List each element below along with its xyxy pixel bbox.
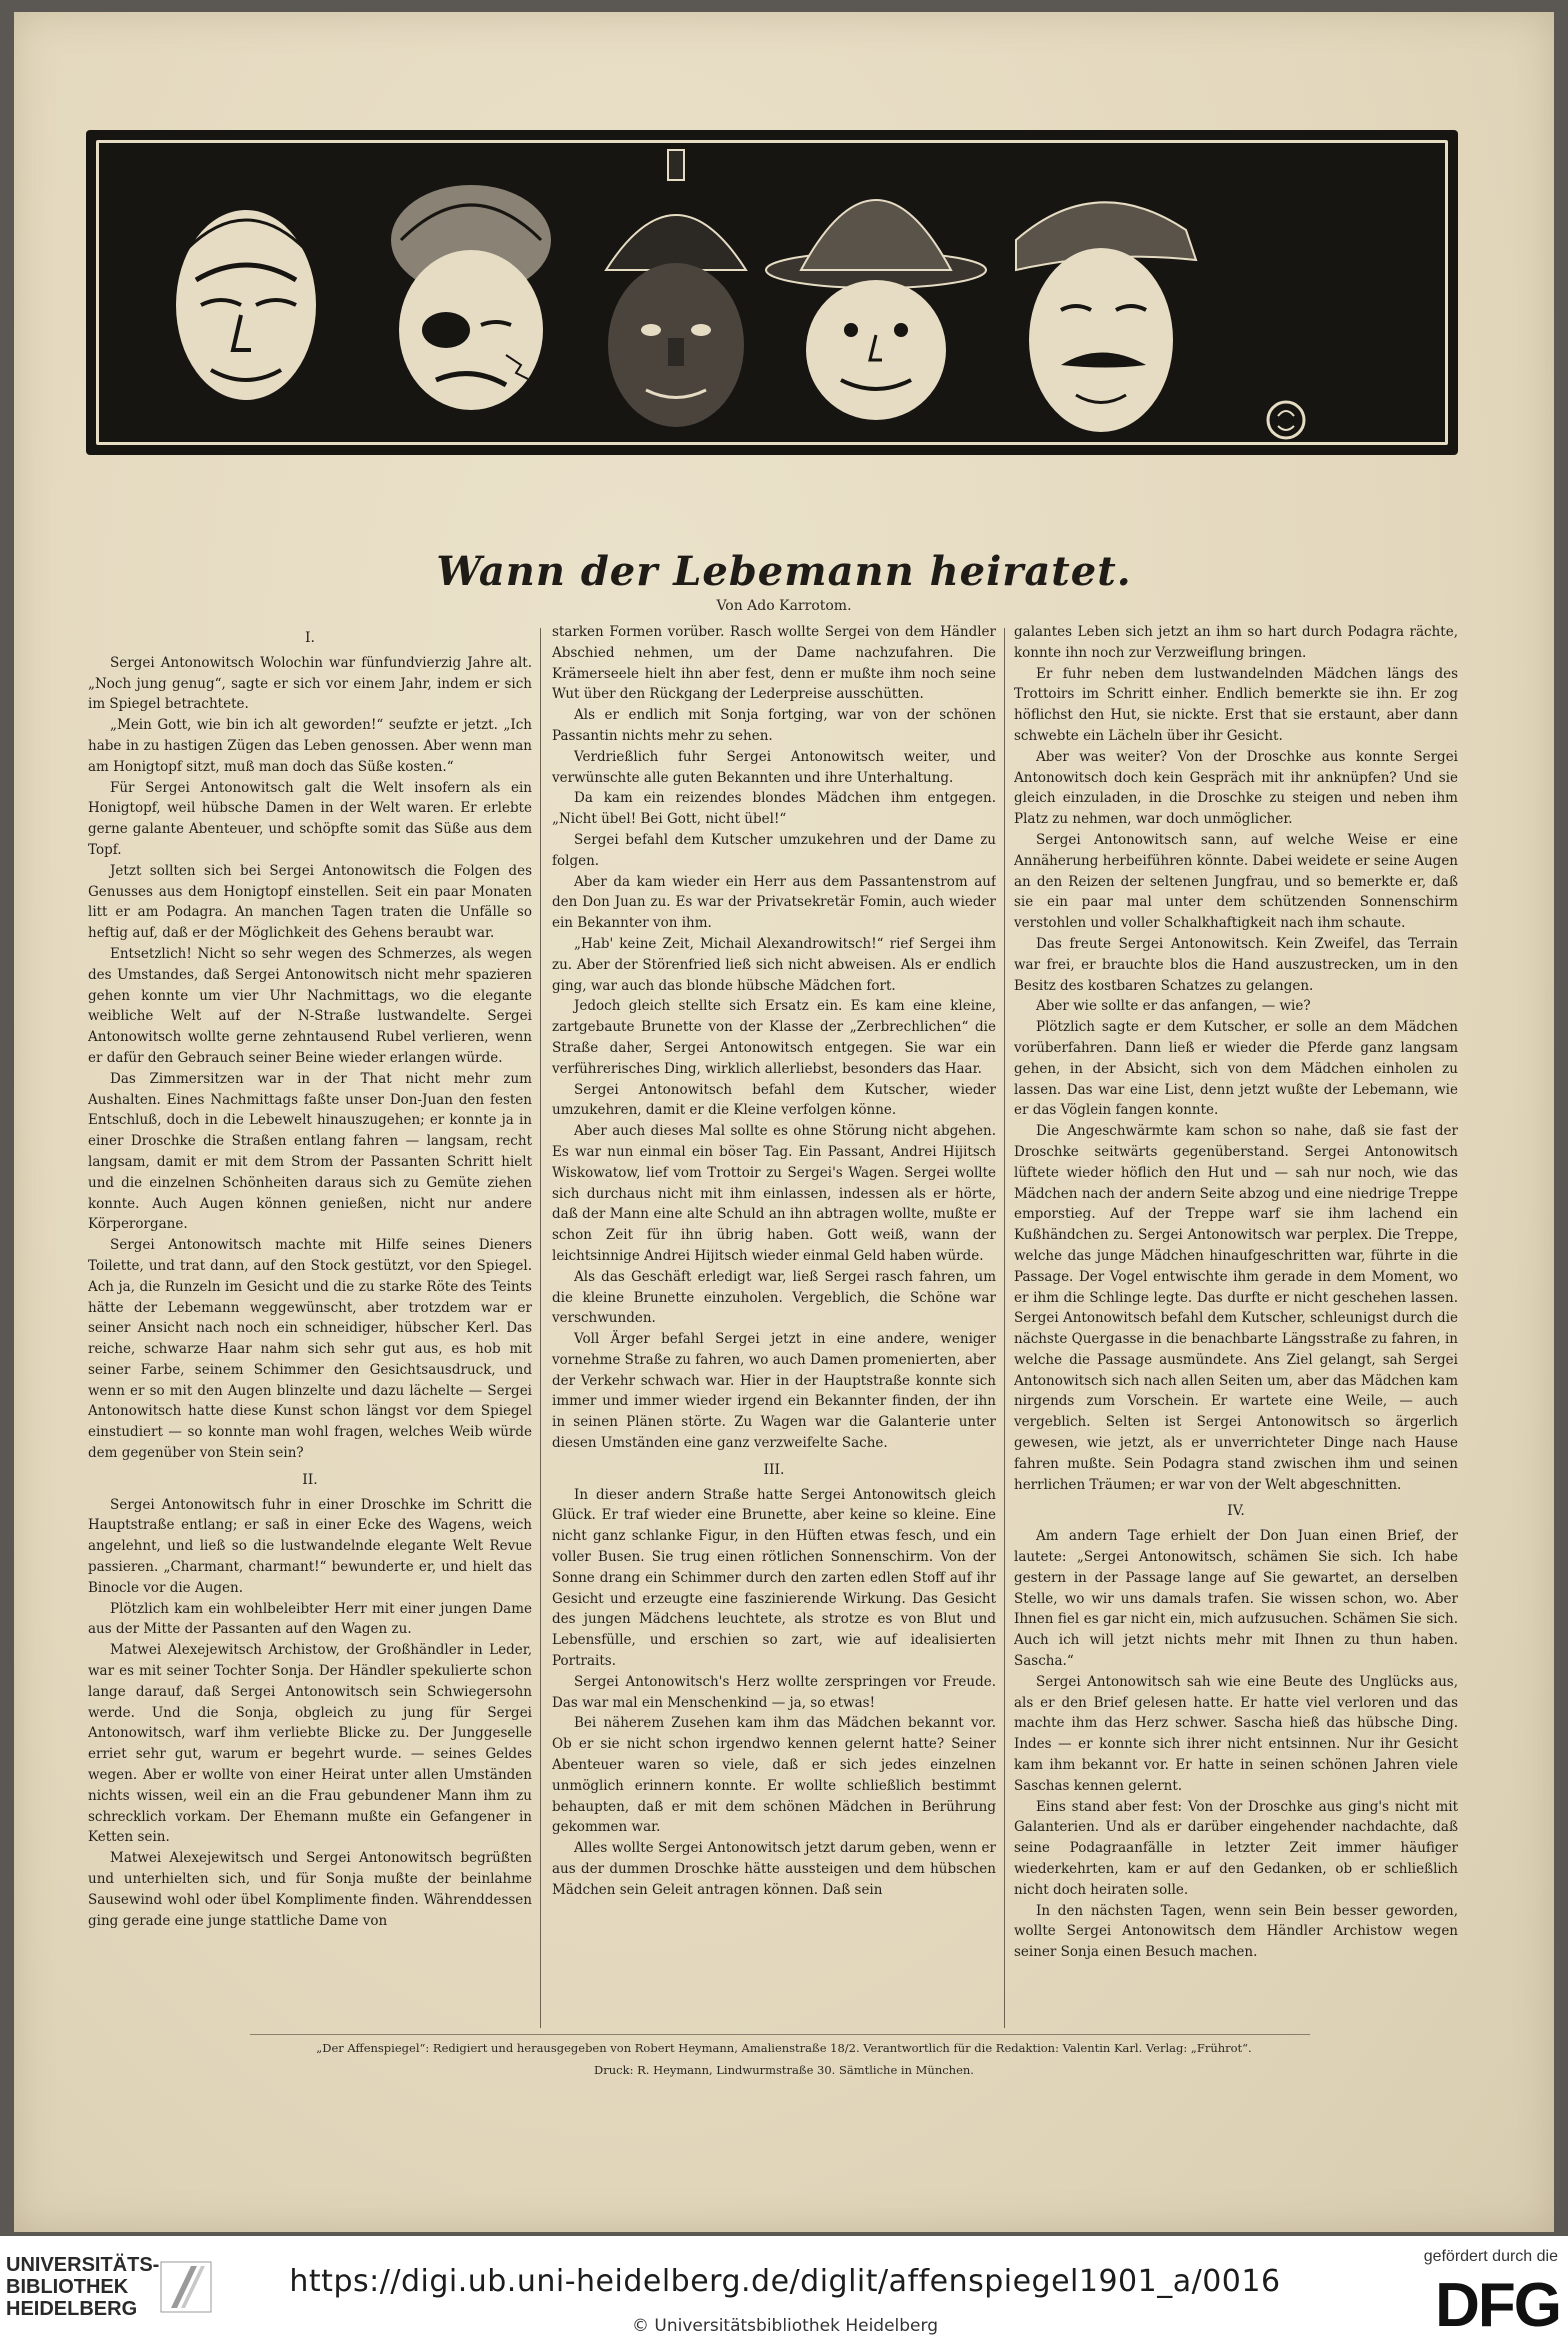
- paragraph: Er fuhr neben dem lustwandelnden Mädchen längs des Trottoirs im Schritt einher. Endlich bemerkte sie ihn. Er zog höflichst den Hut, sie nickte. Erst that sie erstaunt, aber dann schwebte ein Lächeln über ihr Gesicht.: [1014, 665, 1458, 744]
- article-byline: Von Ado Karrotom.: [716, 598, 852, 614]
- paragraph: Sergei Antonowitsch sann, auf welche Weise er eine Annäherung herbeiführen könnte. Dabei weidete er seine Augen an den Reizen der seltenen Jungfrau, und so bemerkte er, daß sie ein paar mal unter dem schützenden Sonnenschirm verstohlen und voller Schalkhaftigkeit nach ihm schaute.: [1014, 831, 1458, 932]
- paragraph: Für Sergei Antonowitsch galt die Welt insofern als ein Honigtopf, weil hübsche Damen in der Welt waren. Er erlebte gerne galante Abenteuer, und schöpfte somit das Süße aus dem Topf.: [88, 779, 532, 858]
- library-logo-text[interactable]: [6, 2254, 159, 2320]
- paragraph: Plötzlich kam ein wohlbeleibter Herr mit einer jungen Dame aus der Mitte der Passanten auf den Wagen zu.: [88, 1600, 532, 1638]
- paragraph: In den nächsten Tagen, wenn sein Bein besser geworden, wollte Sergei Antonowitsch dem Händler Archistow wegen seiner Sonja einen Besuch machen.: [1014, 1902, 1458, 1961]
- paragraph: Aber auch dieses Mal sollte es ohne Störung nicht abgehen. Es war nun einmal ein böser Tag. Ein Passant, Andrei Hijitsch Wiskowatow, lief vom Trottoir zu Sergei's Wagen. Sergei wollte sich durchaus nicht mit ihm einlassen, indessen als er hörte, daß der Mann eine alte Schuld an ihn abtragen wollte, mußte er schon Zeit für ihn übrig haben. Gott weiß, wann der leichtsinnige Andrei Hijitsch wieder einmal Geld haben würde.: [552, 1123, 996, 1264]
- library-name-line-1: UNIVERSITÄTS-: [6, 2254, 160, 2276]
- paragraph: Alles wollte Sergei Antonowitsch jetzt darum geben, wenn er aus der dummen Droschke hätte aussteigen und dem hübschen Mädchen sein Geleit antragen können. Daß sein: [552, 1840, 996, 1898]
- imprint-line-2: Druck: R. Heymann, Lindwurmstraße 30. Sämtliche in München.: [594, 2063, 974, 2077]
- text-column-2: [552, 622, 996, 2032]
- paragraph: Aber wie sollte er das anfangen, — wie?: [1036, 998, 1311, 1015]
- paragraph: Aber was weiter? Von der Droschke aus konnte Sergei Antonowitsch doch kein Gespräch mit ihr anknüpfen? Und sie gleich einzuladen, in die Droschke zu steigen und neben ihm Platz zu nehmen, war doch unmöglicher.: [1014, 748, 1458, 828]
- text-column-1: [88, 622, 532, 2032]
- document-url[interactable]: https://digi.ub.uni-heidelberg.de/diglit/affenspiegel1901_a/0016: [289, 2264, 1281, 2299]
- viewer-footer: [0, 2236, 1568, 2350]
- paragraph: Bei näherem Zusehen kam ihm das Mädchen bekannt vor. Ob er sie nicht schon irgendwo kennen gelernt hatte? Seiner Abenteuer waren so viele, daß er sich jedes einzelnen unmöglich erinnern konnte. Er wollte schließlich bestimmt behaupten, daß er mit dem schönen Mädchen in Berührung gekommen war.: [552, 1715, 996, 1836]
- paragraph: Das Zimmersitzen war in der That nicht mehr zum Aushalten. Eines Nachmittags faßte unser Don-Juan den festen Entschluß, doch in die Lebewelt hinauszugehen; er konnte ja in einer Droschke die Straßen entlang fahren — langsam, recht langsam, damit er mit dem Strom der Passanten Schritt hielt und die einzelnen Schönheiten daraus sich zu Gemüte ziehen konnte. Auch Augen können genießen, nicht nur andere Körperorgane.: [88, 1070, 532, 1233]
- imprint-line-1: „Der Affenspiegel“: Redigiert und herausgegeben von Robert Heymann, Amalienstraße 18/2. Verantwortlich für die Redaktion: Valentin Karl. Verlag: „Frührot“.: [316, 2041, 1252, 2055]
- paragraph: starken Formen vorüber. Rasch wollte Sergei von dem Händler Abschied nehmen, um der Dame nachzufahren. Die Krämerseele hielt ihn aber fest, denn er mußte ihm noch seine Wut über den Rückgang der Lederpreise ausschütten.: [552, 624, 996, 703]
- article-title: Wann der Lebemann heiratet.: [436, 548, 1132, 595]
- copyright-notice: © Universitätsbibliothek Heidelberg: [631, 2316, 938, 2336]
- paragraph: Aber da kam wieder ein Herr aus dem Passantenstrom auf den Don Juan zu. Es war der Privatsekretär Fomin, auch wieder ein Bekannter von ihm.: [552, 873, 996, 932]
- paragraph: „Hab' keine Zeit, Michail Alexandrowitsch!“ rief Sergei ihm zu. Aber der Störenfried ließ sich nicht abweisen. Als er endlich ging, war auch das blonde hübsche Mädchen fort.: [552, 935, 996, 994]
- library-name-line-2: BIBLIOTHEK: [6, 2276, 129, 2298]
- imprint: [0, 2037, 1568, 2081]
- funding-note: gefördert durch die: [1423, 2248, 1558, 2265]
- text-column-3: [1014, 622, 1458, 2032]
- paragraph: Sergei befahl dem Kutscher umzukehren und der Dame zu folgen.: [552, 831, 996, 869]
- column-divider: [540, 628, 541, 2028]
- paragraph: Verdrießlich fuhr Sergei Antonowitsch weiter, und verwünschte alle guten Bekannten und ihre Unterhaltung.: [552, 748, 996, 786]
- paragraph: Jetzt sollten sich bei Sergei Antonowitsch die Folgen des Genusses aus dem Honigtopf einstellen. Seit ein paar Monaten litt er am Podagra. An manchen Tagen traten die Unfälle so heftig auf, daß er der Möglichkeit des Gehens beraubt war.: [88, 862, 532, 942]
- section-number: II.: [302, 1471, 318, 1488]
- paragraph: Die Angeschwärmte kam schon so nahe, daß sie fast der Droschke seitwärts gegenüberstand. Sergei Antonowitsch lüftete wieder höflich den Hut und — sah nur noch, wie das Mädchen nach der andern Seite abzog und eine niedrige Treppe emporstieg. Auf der Treppe warf sie ihm lachend ein Kußhändchen zu. Sergei Antonowitsch war perplex. Die Treppe, welche das junge Mädchen hinaufgeschritten war, führte in die Passage. Der Vogel entwischte ihm gerade in dem Moment, wo er ihm die Schlinge legte. Das durfte er nicht geschehen lassen. Sergei Antonowitsch befahl dem Kutscher, schleunigst durch die nächste Quergasse in die benachbarte Längsstraße zu fahren, in welche die Passage ausmündete. Ans Ziel gelangt, sah Sergei Antonowitsch sich nach allen Seiten um, aber das Mädchen kam nirgends zum Vorschein. Er wartete eine Weile, — auch vergeblich. Selten ist Sergei Antonowitsch so ärgerlich gewesen, wie jetzt, als er unverrichteter Dinge nach Hause fahren mußte. Sein Podagra stand zwischen ihm und seinen herrlichen Träumen; er war von der Welt abgeschnitten.: [1014, 1123, 1458, 1493]
- paragraph: Voll Ärger befahl Sergei jetzt in eine andere, weniger vornehme Straße zu fahren, wo auch Damen promenierten, aber der Verkehr schwach war. Hier in der Hauptstraße konnte sich immer und immer wieder irgend ein Bekannter finden, der ihn in seinen Plänen störte. Zu Wagen war die Galanterie unter diesen Umständen eine ganz verzweifelte Sache.: [552, 1331, 996, 1452]
- library-name-line-3: HEIDELBERG: [6, 2298, 138, 2320]
- paragraph: Als er endlich mit Sonja fortging, war von der schönen Passantin nichts mehr zu sehen.: [552, 707, 996, 744]
- paragraph: Sergei Antonowitsch fuhr in einer Droschke im Schritt die Hauptstraße entlang; er saß in einer Ecke des Wagens, weich angelehnt, und ließ so die lustwandelnde elegante Welt Revue passieren. „Charmant, charmant!“ bewunderte er, und hielt das Binocle vor die Augen.: [88, 1496, 532, 1596]
- face-helmet-illustration: [606, 150, 746, 427]
- column-divider: [1004, 628, 1005, 2028]
- paragraph: galantes Leben sich jetzt an ihm so hart durch Podagra rächte, konnte ihn noch zur Verzweiflung bringen.: [1014, 624, 1458, 661]
- section-number: III.: [763, 1461, 785, 1478]
- paragraph: Matwei Alexejewitsch Archistow, der Großhändler in Leder, war es mit seiner Tochter Sonja. Der Händler spekulierte schon lange darauf, daß Sergei Antonowitsch sein Schwiegersohn werde. Und die Sonja, obgleich zu jung für Sergei Antonowitsch, warf ihm verliebte Blicke zu. Der Junggeselle erriet sehr gut, warum er begehrt wurde. — seines Geldes wegen. Aber er wollte von einer Heirat unter allen Umständen nichts wissen, weil ein an die Frau gebundener Mann ihm zu schrecklich vorkam. Der Ehemann mußte ein Gefangener in Ketten sein.: [88, 1642, 532, 1846]
- paragraph: Sergei Antonowitsch sah wie eine Beute des Unglücks aus, als er den Brief gelesen hatte. Er hatte viel verloren und das machte ihm das Herz schwer. Sascha hieß das hübsche Ding. Indes — er konnte sich ihrer nicht entsinnen. Nur ihr Gesicht kam ihm bekannt vor. Er hatte in seinen schönen Jahren viele Saschas kennen gelernt.: [1014, 1673, 1458, 1794]
- paragraph: Sergei Antonowitsch befahl dem Kutscher, wieder umzukehren, damit er die Kleine verfolgen könne.: [552, 1081, 996, 1119]
- paragraph: Als das Geschäft erledigt war, ließ Sergei rasch fahren, um die kleine Brunette einzuholen. Vergeblich, die Schöne war verschwunden.: [552, 1268, 996, 1327]
- paragraph: Jedoch gleich stellte sich Ersatz ein. Es kam eine kleine, zartgebaute Brunette von der Klasse der „Zerbrechlichen“ die Straße daher, Sergei Antonowitsch entgegen. Sie war ein verführerisches Ding, wirklich allerliebst, besonders das Haar.: [552, 998, 996, 1077]
- paragraph: Da kam ein reizendes blondes Mädchen ihm entgegen. „Nicht übel! Bei Gott, nicht übel!“: [552, 790, 996, 828]
- face-derby-hat-illustration: [766, 200, 986, 420]
- face-bald-illustration: [176, 210, 316, 400]
- paragraph: Sergei Antonowitsch Wolochin war fünfundvierzig Jahre alt. „Noch jung genug“, sagte er sich vor einem Jahr, indem er sich im Spiegel betrachtete.: [88, 654, 532, 713]
- paragraph: Plötzlich sagte er dem Kutscher, er solle an dem Mädchen vorüberfahren. Dann ließ er wieder die Pferde ganz langsam gehen, in der Absicht, sich von dem Mädchen einholen zu lassen. Das war eine List, denn jetzt wußte der Lebemann, wie er das Vöglein fangen konnte.: [1014, 1019, 1458, 1119]
- paragraph: Am andern Tage erhielt der Don Juan einen Brief, der lautete: „Sergei Antonowitsch, schämen Sie sich. Ich habe gestern in der Passage lange auf Sie gewartet, an derselben Stelle, wo wir uns damals trafen. Sie wissen schon, wo. Aber Ihnen fiel es gar nicht ein, mich aufzusuchen. Schämen Sie sich. Auch ich will jetzt nichts mehr mit Ihnen zu thun haben. Sascha.“: [1014, 1528, 1458, 1670]
- paragraph: Sergei Antonowitsch's Herz wollte zerspringen vor Freude. Das war mal ein Menschenkind — ja, so etwas!: [552, 1673, 996, 1711]
- paragraph: „Mein Gott, wie bin ich alt geworden!“ seufzte er jetzt. „Ich habe in zu hastigen Zügen das Leben genossen. Aber wenn man am Honigtopf sitzt, muß man doch das Süße kosten.“: [88, 717, 532, 775]
- caricature-banner: [86, 130, 1458, 455]
- paragraph: Eins stand aber fest: Von der Droschke aus ging's nicht mit Galanterien. Und als er darüber eingehender nachdachte, daß seine Podagraanfälle in letzter Zeit immer häufiger wiederkehrten, kam er auf den Gedanken, ob er schließlich nicht doch heiraten solle.: [1014, 1798, 1458, 1898]
- paragraph: In dieser andern Straße hatte Sergei Antonowitsch gleich Glück. Er traf wieder eine Brunette, aber keine so kleine. Eine nicht ganz schlanke Figur, in den Hüften etwas fesch, und ein voller Busen. Sie trug einen rötlichen Sonnenschirm. Von der Sonne drang ein Schimmer durch den zarten edlen Stoff auf ihr Gesicht und erzeugte eine faszinierende Wirkung. Das Gesicht des jungen Mädchens leuchtete, als strotze es von Blut und Lebensfülle, und erschien so zart, wie auf idealisierten Portraits.: [552, 1486, 996, 1670]
- dfg-logo[interactable]: DFG: [1435, 2271, 1560, 2340]
- section-number: IV.: [1227, 1503, 1245, 1520]
- paragraph: Entsetzlich! Nicht so sehr wegen des Schmerzes, als wegen des Umstandes, daß Sergei Antonowitsch nicht mehr spazieren gehen konnte um vier Uhr Nachmittags, wo die elegante weibliche Welt auf der N-Straße lustwandelte. Sergei Antonowitsch wollte gerne zehntausend Rubel verlieren, wenn er dafür den Gebrauch seiner Beine wieder erlangen würde.: [88, 945, 532, 1066]
- paragraph: Sergei Antonowitsch machte mit Hilfe seines Dieners Toilette, und trat dann, auf den Stock gestützt, vor den Spiegel. Ach ja, die Runzeln im Gesicht und die zu starke Röte des Teints hätte der Lebemann weggewünscht, aber trotzdem war er seiner Ansicht nach noch ein schneidiger, hübscher Kerl. Das reiche, schwarze Haar nahm sich sehr gut aus, es hob mit seiner Farbe, seinem Schimmer den Gesichtsausdruck, und wenn er so mit den Augen blinzelte und dazu lächelte — Sergei Antonowitsch hatte diese Kunst schon längst vor dem Spiegel einstudiert — so konnte man wohl fragen, welches Weib würde dem gegenüber von Stein sein?: [88, 1237, 532, 1462]
- paragraph: Das freute Sergei Antonowitsch. Kein Zweifel, das Terrain war frei, er brauchte blos die Hand auszustrecken, um in den Besitz des kostbaren Schatzes zu gelangen.: [1014, 935, 1458, 994]
- imprint-divider: [250, 2034, 1310, 2035]
- artist-monogram: [1268, 402, 1304, 438]
- paragraph: Matwei Alexejewitsch und Sergei Antonowitsch begrüßten und unterhielten sich, und für Sonja mußte der beinlahme Sausewind wohl oder übel Komplimente finden. Währenddessen ging gerade eine junge stattliche Dame von: [88, 1850, 532, 1929]
- section-number: I.: [305, 630, 315, 646]
- caricature-faces: [86, 130, 1458, 455]
- library-logo-icon: [157, 2258, 215, 2316]
- face-cap-moustache-illustration: [1016, 202, 1196, 432]
- face-eyepatch-illustration: [391, 185, 551, 410]
